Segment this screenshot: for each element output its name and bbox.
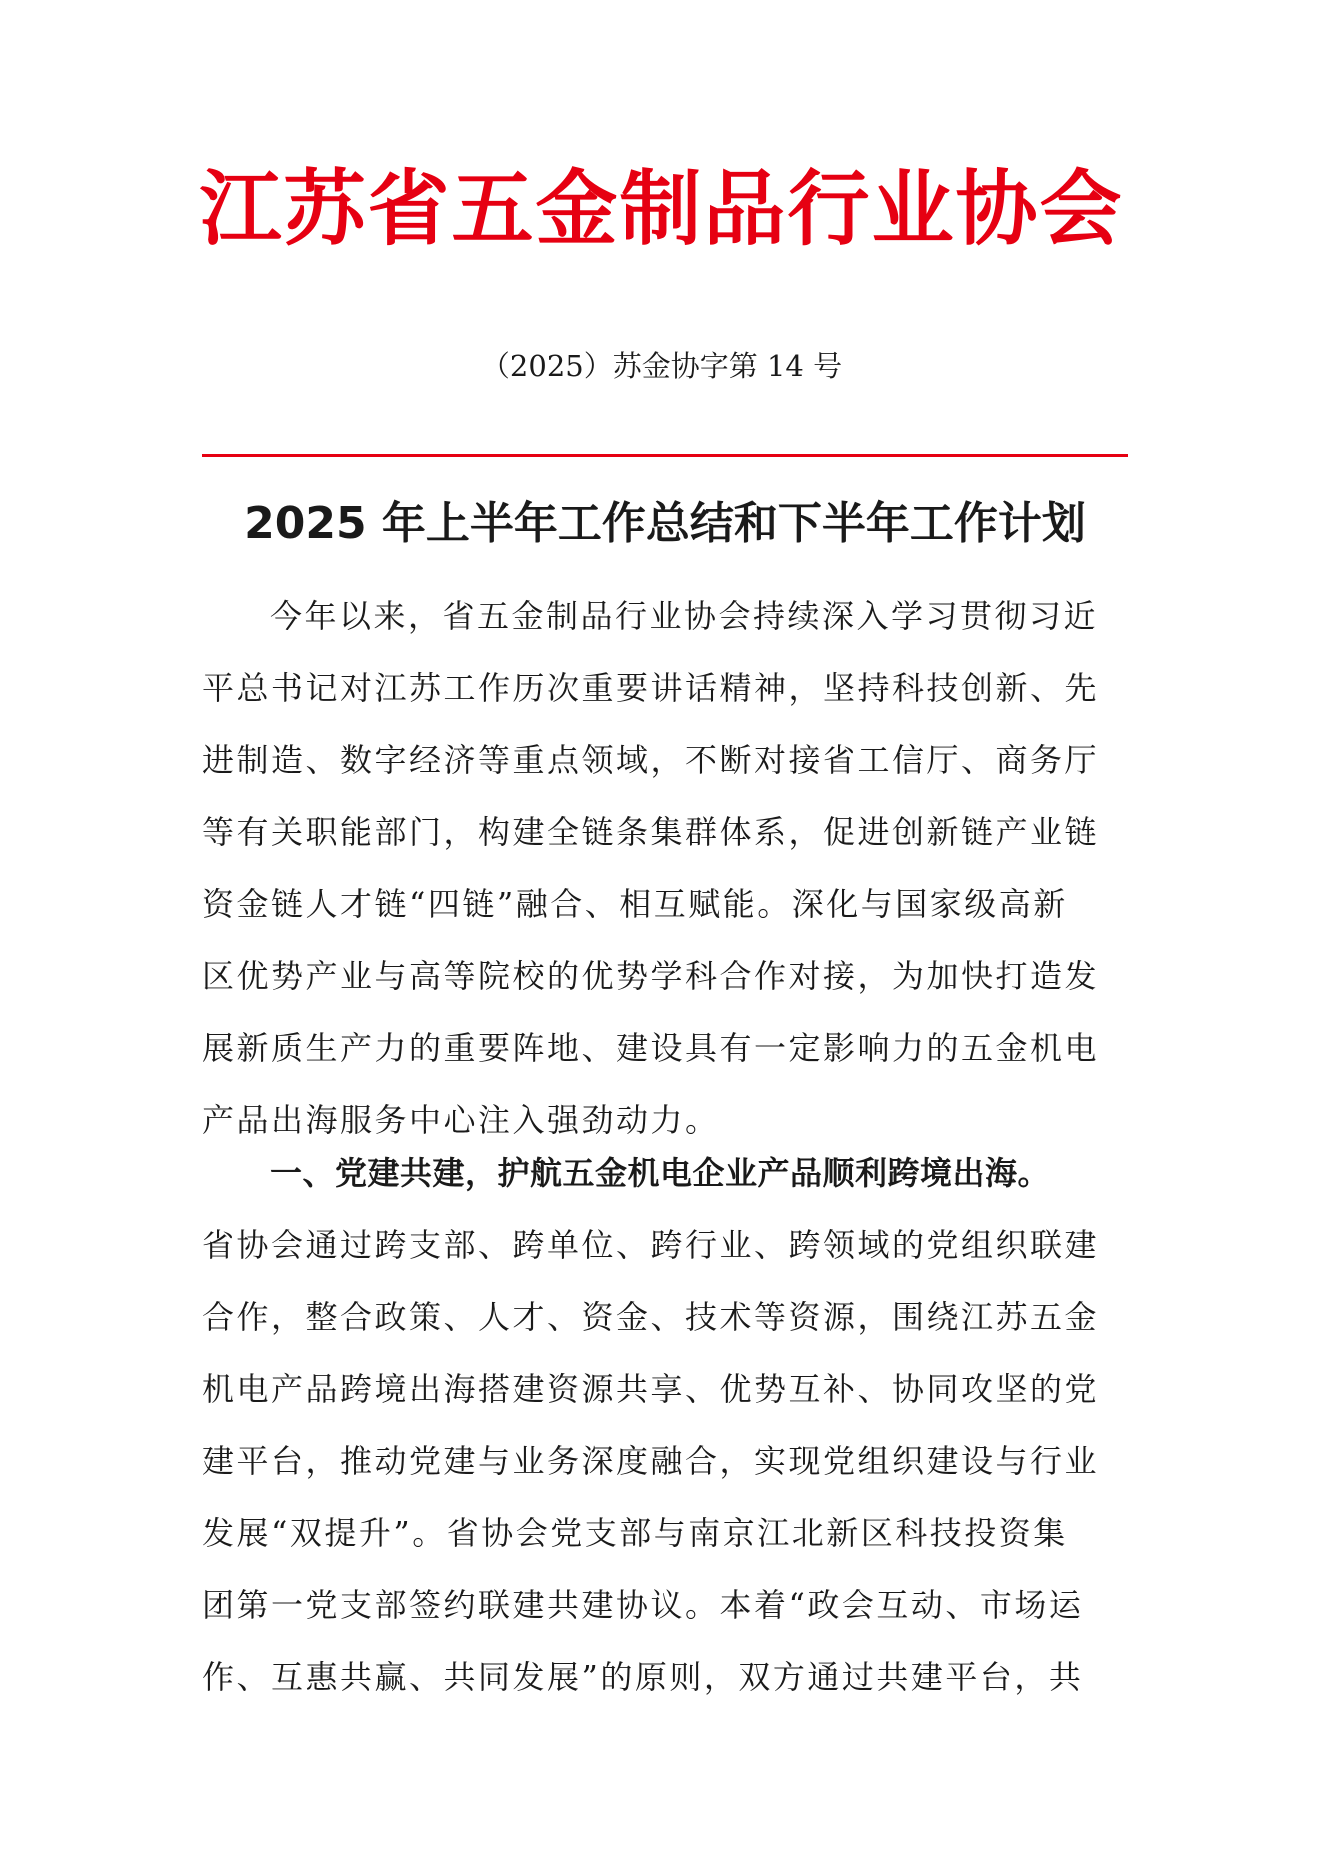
paragraph-line: 产品出海服务中心注入强劲动力。 <box>202 1101 720 1139</box>
intro-paragraph <box>202 580 1128 1156</box>
paragraph-line: 作、互惠共赢、共同发展”的原则，双方通过共建平台，共 <box>202 1658 1084 1696</box>
red-divider-line <box>202 454 1128 457</box>
section-heading: 一、党建共建，护航五金机电企业产品顺利跨境出海。 <box>270 1154 1051 1192</box>
paragraph-line: 区优势产业与高等院校的优势学科合作对接，为加快打造发 <box>202 957 1100 995</box>
paragraph-line: 建平台，推动党建与业务深度融合，实现党组织建设与行业 <box>202 1442 1100 1480</box>
organization-name: 江苏省五金制品行业协会 <box>199 161 1124 257</box>
paragraph-line: 发展“双提升”。省协会党支部与南京江北新区科技投资集 <box>202 1514 1068 1552</box>
paragraph-line: 等有关职能部门，构建全链条集群体系，促进创新链产业链 <box>202 813 1100 851</box>
paragraph-line: 合作，整合政策、人才、资金、技术等资源，围绕江苏五金 <box>202 1298 1100 1336</box>
paragraph-line: 团第一党支部签约联建共建协议。本着“政会互动、市场运 <box>202 1586 1084 1624</box>
document-number: （2025）苏金协字第 14 号 <box>480 349 843 383</box>
paragraph-line: 进制造、数字经济等重点领域，不断对接省工信厅、商务厅 <box>202 741 1100 779</box>
paragraph-line: 资金链人才链“四链”融合、相互赋能。深化与国家级高新 <box>202 885 1068 923</box>
paragraph-line: 省协会通过跨支部、跨单位、跨行业、跨领域的党组织联建 <box>202 1226 1100 1264</box>
section-1-paragraph <box>202 1137 1128 1713</box>
paragraph-line: 今年以来，省五金制品行业协会持续深入学习贯彻习近 <box>270 597 1099 635</box>
document-title: 2025 年上半年工作总结和下半年工作计划 <box>244 498 1086 549</box>
paragraph-line: 展新质生产力的重要阵地、建设具有一定影响力的五金机电 <box>202 1029 1100 1067</box>
paragraph-line: 平总书记对江苏工作历次重要讲话精神，坚持科技创新、先 <box>202 669 1100 707</box>
paragraph-line: 机电产品跨境出海搭建资源共享、优势互补、协同攻坚的党 <box>202 1370 1100 1408</box>
